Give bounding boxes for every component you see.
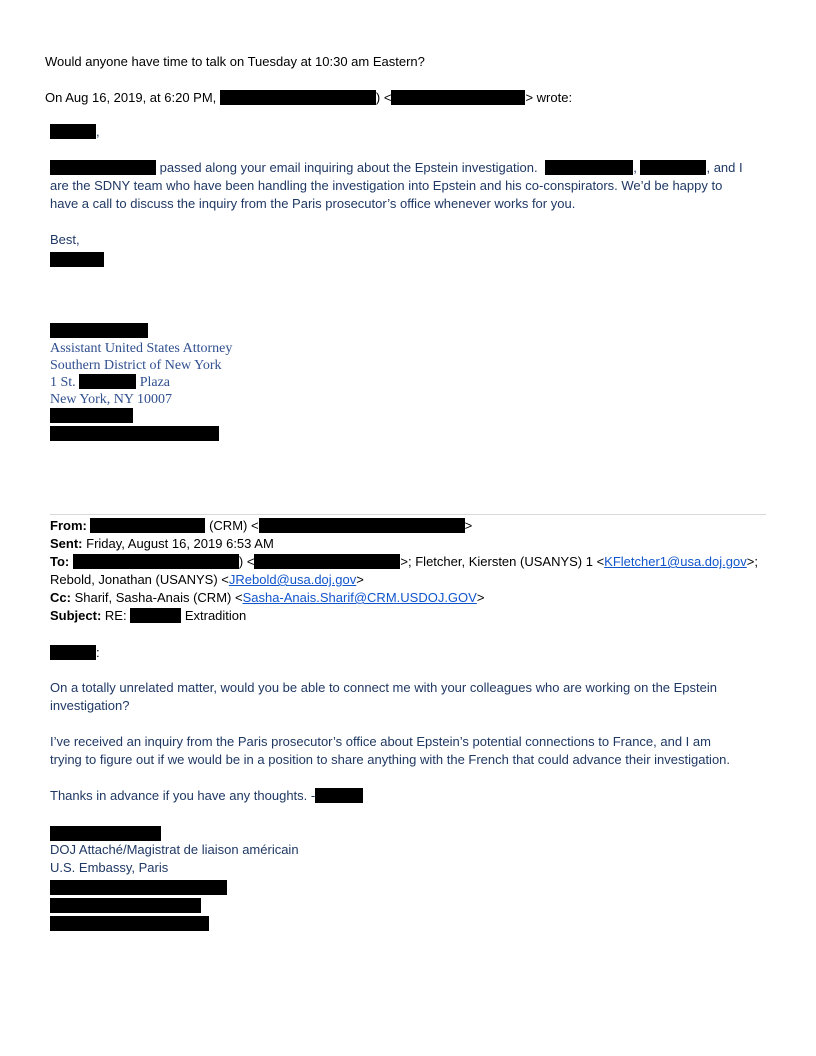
redaction xyxy=(50,426,219,441)
redaction xyxy=(640,160,706,175)
redaction xyxy=(220,90,376,105)
redaction xyxy=(79,374,136,389)
sdny-closing: Best, xyxy=(50,232,80,247)
sdny-paragraph-line-3: have a call to discuss the inquiry from the Paris prosecutor’s office whenever works for you. xyxy=(50,196,576,211)
body-sig-org: U.S. Embassy, Paris xyxy=(50,860,169,875)
reply-header-prefix: On Aug 16, 2019, at 6:20 PM, xyxy=(45,90,217,105)
redaction xyxy=(50,323,148,338)
redaction xyxy=(50,826,161,841)
redaction xyxy=(259,518,465,533)
body-p2-line-1: I’ve received an inquiry from the Paris prosecutor’s office about Epstein’s potential connections to France, and I am xyxy=(50,734,711,749)
sdny-sig-office: Southern District of New York xyxy=(50,358,222,373)
redaction xyxy=(391,90,525,105)
subject-line: Subject: RE: Extradition xyxy=(50,608,247,623)
body-p3: Thanks in advance if you have any thoughts. - xyxy=(50,787,363,805)
body-p1-line-2: investigation? xyxy=(50,698,130,713)
body-p2-line-2: trying to figure out if we would be in a position to share anything with the French that could advance their investigation. xyxy=(50,752,731,767)
redaction xyxy=(50,880,227,895)
from-line: From: (CRM) < > xyxy=(50,518,473,533)
email-link-ssharif[interactable]: Sasha-Anais.Sharif@CRM.USDOJ.GOV xyxy=(242,590,477,605)
cc-line: Cc: Sharif, Sasha-Anais (CRM) <Sasha-Anais.Sharif@CRM.USDOJ.GOV> xyxy=(50,590,485,605)
redaction xyxy=(50,252,104,267)
redaction xyxy=(50,916,209,931)
redaction xyxy=(545,160,633,175)
body-p1-line-1: On a totally unrelated matter, would you be able to connect me with your colleagues who are working on the Epstein xyxy=(50,680,717,695)
sent-line: Sent: Friday, August 16, 2019 6:53 AM xyxy=(50,536,274,551)
reply-header xyxy=(45,89,572,107)
to-line-2: Rebold, Jonathan (USANYS) <JRebold@usa.doj.gov> xyxy=(50,572,364,587)
sdny-sig-city: New York, NY 10007 xyxy=(50,392,172,407)
redaction xyxy=(315,788,363,803)
redaction xyxy=(50,645,96,660)
email-link-jrebold[interactable]: JRebold@usa.doj.gov xyxy=(228,572,357,587)
sdny-paragraph-line-1: passed along your email inquiring about the Epstein investigation. , , and I xyxy=(50,159,743,177)
reply-header-mid: ) < xyxy=(375,90,392,105)
sdny-sig-title: Assistant United States Attorney xyxy=(50,341,233,356)
body-greeting: : xyxy=(50,644,100,662)
email-link-kfletcher[interactable]: KFletcher1@usa.doj.gov xyxy=(604,554,747,569)
reply-header-suffix: > wrote: xyxy=(525,90,573,105)
sdny-greeting: , xyxy=(50,123,100,141)
redaction xyxy=(90,518,205,533)
redaction xyxy=(73,554,239,569)
sdny-sig-address: 1 St. Plaza xyxy=(50,375,171,390)
to-line: To: ) < >; Fletcher, Kiersten (USANYS) 1 <KFletcher1@usa.doj.gov>; xyxy=(50,554,758,569)
redaction xyxy=(50,408,133,423)
body-sig-title: DOJ Attaché/Magistrat de liaison américain xyxy=(50,842,299,857)
redaction xyxy=(50,160,156,175)
redaction xyxy=(50,124,96,139)
top-line: Would anyone have time to talk on Tuesday at 10:30 am Eastern? xyxy=(45,54,425,69)
sdny-paragraph-line-2: are the SDNY team who have been handling the investigation into Epstein and his co-conspirators. We’d be happy to xyxy=(50,178,723,193)
redaction xyxy=(50,898,201,913)
redaction xyxy=(130,608,181,623)
redaction xyxy=(254,554,400,569)
email-divider xyxy=(50,514,766,515)
